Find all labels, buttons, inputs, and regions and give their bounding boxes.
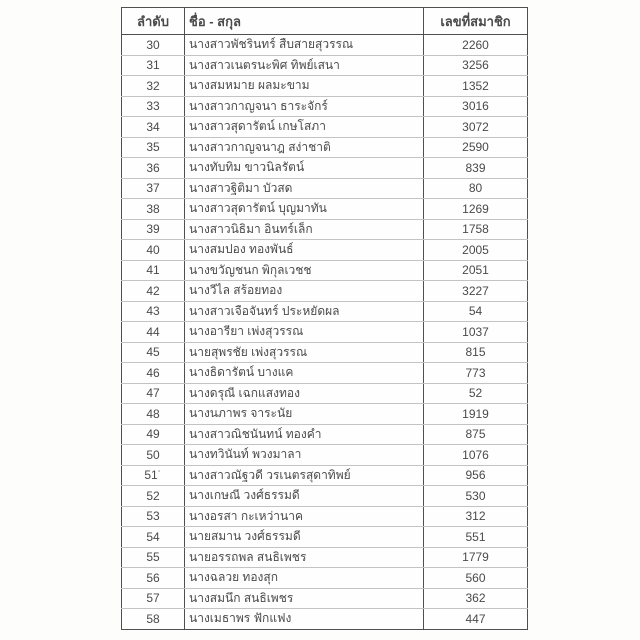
name-cell: นางเกษณี วงศ์ธรรมดี — [185, 486, 424, 507]
name-cell: นางสาวกาญจนาฎ สง่าชาติ — [185, 137, 424, 158]
member-table — [121, 7, 528, 630]
name-cell: นางสาวสุดารัตน์ เกษโสภา — [185, 117, 424, 138]
member-no-cell: 54 — [424, 301, 528, 322]
table-row — [122, 219, 528, 240]
name-cell: นายสมาน วงศ์ธรรมดี — [185, 527, 424, 548]
col-header-member-no: เลขที่สมาชิก — [424, 8, 528, 35]
table-row — [122, 35, 528, 56]
table-row — [122, 240, 528, 261]
member-no-cell: 875 — [424, 424, 528, 445]
name-cell: นางอารียา เพ่งสุวรรณ — [185, 322, 424, 343]
order-cell: 44 — [122, 322, 185, 343]
table-header — [122, 8, 528, 35]
table-row — [122, 404, 528, 425]
name-cell: นางสาวนิธิมา อินทร์เล็ก — [185, 219, 424, 240]
order-cell: 36 — [122, 158, 185, 179]
member-no-cell: 362 — [424, 588, 528, 609]
order-cell: 57 — [122, 588, 185, 609]
order-cell: 53 — [122, 506, 185, 527]
name-cell: นางขวัญชนก พิกุลเวชช — [185, 260, 424, 281]
table-row — [122, 260, 528, 281]
member-no-cell: 1758 — [424, 219, 528, 240]
order-cell: 52 — [122, 486, 185, 507]
name-cell: นางดรุณี เฉกแสงทอง — [185, 383, 424, 404]
table-row — [122, 322, 528, 343]
table-row — [122, 96, 528, 117]
name-cell: นางวีไล สร้อยทอง — [185, 281, 424, 302]
name-cell: นายสุพรชัย เพ่งสุวรรณ — [185, 342, 424, 363]
order-cell: 33 — [122, 96, 185, 117]
table-row — [122, 363, 528, 384]
member-no-cell: 447 — [424, 609, 528, 630]
order-cell: 47 — [122, 383, 185, 404]
name-cell: นางนภาพร จาระนัย — [185, 404, 424, 425]
member-no-cell: 52 — [424, 383, 528, 404]
table-row — [122, 445, 528, 466]
table-row — [122, 55, 528, 76]
member-no-cell: 2051 — [424, 260, 528, 281]
member-no-cell: 1779 — [424, 547, 528, 568]
order-cell: 45 — [122, 342, 185, 363]
name-cell: นางเมธาพร ฟักแฟง — [185, 609, 424, 630]
table-row — [122, 506, 528, 527]
name-cell: นางอรสา กะเหว่านาค — [185, 506, 424, 527]
table-row — [122, 465, 528, 486]
order-cell: 42 — [122, 281, 185, 302]
table-row — [122, 383, 528, 404]
table-row — [122, 76, 528, 97]
table-row — [122, 178, 528, 199]
order-cell: 43 — [122, 301, 185, 322]
order-cell: 51˙ — [122, 465, 185, 486]
member-no-cell: 2005 — [424, 240, 528, 261]
name-cell: นางฉลวย ทองสุก — [185, 568, 424, 589]
name-cell: นางสาวกาญจนา ธาระจักร์ — [185, 96, 424, 117]
table-row — [122, 568, 528, 589]
member-no-cell: 1352 — [424, 76, 528, 97]
order-cell: 30 — [122, 35, 185, 56]
table-row — [122, 486, 528, 507]
col-header-order: ลำดับ — [122, 8, 185, 35]
order-cell: 39 — [122, 219, 185, 240]
table-row — [122, 158, 528, 179]
order-cell: 41 — [122, 260, 185, 281]
name-cell: นางทับทิม ขาวนิลรัตน์ — [185, 158, 424, 179]
order-cell: 34 — [122, 117, 185, 138]
order-cell: 58 — [122, 609, 185, 630]
header-row — [122, 8, 528, 35]
order-cell: 31 — [122, 55, 185, 76]
name-cell: นางสาวสุดารัตน์ บุญมาทัน — [185, 199, 424, 220]
member-no-cell: 80 — [424, 178, 528, 199]
order-cell: 56 — [122, 568, 185, 589]
name-cell: นางสาวฐิติมา บัวสด — [185, 178, 424, 199]
table-row — [122, 342, 528, 363]
table-row — [122, 588, 528, 609]
name-cell: นางสาวณิชนันทน์ ทองคำ — [185, 424, 424, 445]
name-cell: นางทวินันท์ พวงมาลา — [185, 445, 424, 466]
member-no-cell: 3016 — [424, 96, 528, 117]
member-no-cell: 2590 — [424, 137, 528, 158]
name-cell: นางธิดารัตน์ บางแค — [185, 363, 424, 384]
name-cell: นางสาวเจือจันทร์ ประหยัดผล — [185, 301, 424, 322]
order-cell: 54 — [122, 527, 185, 548]
order-cell: 48 — [122, 404, 185, 425]
member-no-cell: 530 — [424, 486, 528, 507]
name-cell: นางสมปอง ทองพันธ์ — [185, 240, 424, 261]
member-no-cell: 312 — [424, 506, 528, 527]
member-no-cell: 1919 — [424, 404, 528, 425]
table-row — [122, 301, 528, 322]
table-row — [122, 199, 528, 220]
member-no-cell: 3256 — [424, 55, 528, 76]
member-no-cell: 1076 — [424, 445, 528, 466]
member-no-cell: 3227 — [424, 281, 528, 302]
table-row — [122, 424, 528, 445]
order-cell: 35 — [122, 137, 185, 158]
name-cell: นายอรรถพล สนธิเพชร — [185, 547, 424, 568]
member-no-cell: 773 — [424, 363, 528, 384]
table-body — [122, 35, 528, 630]
member-no-cell: 551 — [424, 527, 528, 548]
order-cell: 46 — [122, 363, 185, 384]
name-cell: นางสาวพัชรินทร์ สืบสายสุวรรณ — [185, 35, 424, 56]
table-row — [122, 137, 528, 158]
member-no-cell: 815 — [424, 342, 528, 363]
order-cell: 50 — [122, 445, 185, 466]
member-no-cell: 839 — [424, 158, 528, 179]
member-no-cell: 956 — [424, 465, 528, 486]
order-cell: 32 — [122, 76, 185, 97]
table-row — [122, 281, 528, 302]
table-row — [122, 117, 528, 138]
table-row — [122, 527, 528, 548]
name-cell: นางสาวเนตรนะพิศ ทิพย์เสนา — [185, 55, 424, 76]
name-cell: นางสมหมาย ผลมะขาม — [185, 76, 424, 97]
member-no-cell: 2260 — [424, 35, 528, 56]
table-row — [122, 547, 528, 568]
order-cell: 37 — [122, 178, 185, 199]
member-no-cell: 1037 — [424, 322, 528, 343]
col-header-name: ชื่อ - สกุล — [185, 8, 424, 35]
member-no-cell: 1269 — [424, 199, 528, 220]
order-cell: 40 — [122, 240, 185, 261]
member-no-cell: 560 — [424, 568, 528, 589]
order-cell: 38 — [122, 199, 185, 220]
member-no-cell: 3072 — [424, 117, 528, 138]
order-cell: 55 — [122, 547, 185, 568]
order-cell: 49 — [122, 424, 185, 445]
table-row — [122, 609, 528, 630]
name-cell: นางสาวณัฐวดี วรเนตรสุดาทิพย์ — [185, 465, 424, 486]
name-cell: นางสมนึก สนธิเพชร — [185, 588, 424, 609]
